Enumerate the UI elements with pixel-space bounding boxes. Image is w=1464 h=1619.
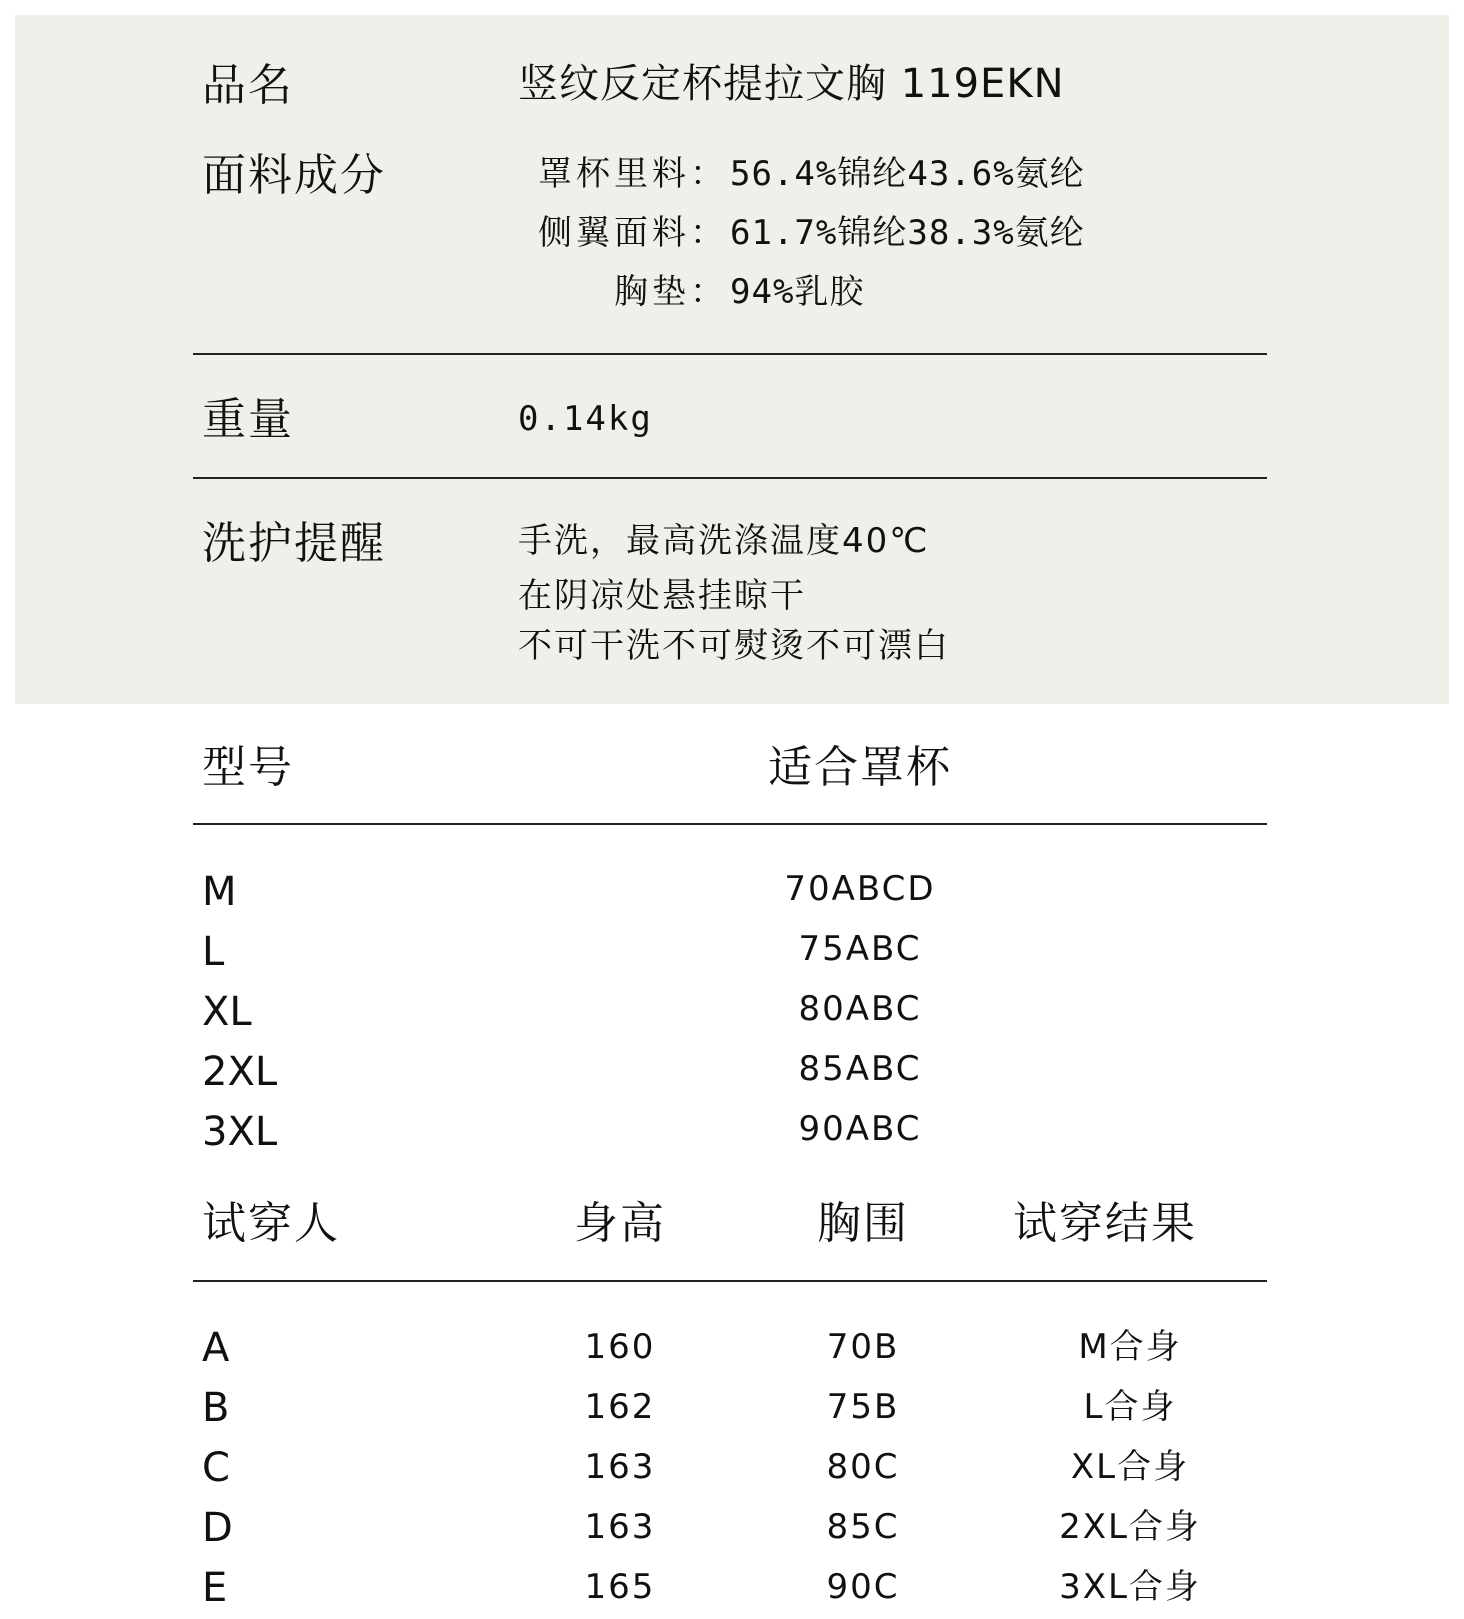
trial-height-cell: 162 [584,1387,656,1427]
cup-cell: 75ABC [798,929,922,969]
fabric-key-side-wing: 侧翼面料： [538,213,728,253]
trial-result-cell: XL合身 [1070,1447,1190,1487]
size-cell: M [202,869,237,915]
cup-cell: 90ABC [798,1109,922,1149]
trial-bust-cell: 75B [826,1387,900,1427]
trial-height-cell: 160 [584,1327,656,1367]
product-name-value: 竖纹反定杯提拉文胸 119EKN [518,61,1065,107]
cup-header: 适合罩杯 [768,742,952,793]
care-line: 手洗，最高洗涤温度40℃ [518,521,930,561]
fabric-value-side-wing: 61.7%锦纶38.3%氨纶 [730,213,1085,253]
care-label: 洗护提醒 [202,518,386,569]
cup-cell: 85ABC [798,1049,922,1089]
care-line: 在阴凉处悬挂晾干 [518,576,806,616]
size-cell: 3XL [202,1109,278,1155]
trial-result-cell: 3XL合身 [1059,1567,1201,1607]
divider [193,823,1267,825]
trial-person-header: 试穿人 [202,1198,340,1249]
divider [193,1280,1267,1282]
trial-person-cell: A [202,1325,230,1371]
trial-result-cell: M合身 [1078,1327,1182,1367]
trial-height-cell: 163 [584,1447,656,1487]
size-cell: XL [202,989,252,1035]
trial-result-cell: 2XL合身 [1059,1507,1201,1547]
trial-person-cell: E [202,1565,228,1611]
trial-bust-cell: 85C [826,1507,900,1547]
trial-height-cell: 163 [584,1507,656,1547]
divider [193,353,1267,355]
fabric-value-pad: 94%乳胶 [730,272,865,312]
trial-bust-cell: 80C [826,1447,900,1487]
product-name-label: 品名 [202,60,294,111]
trial-person-cell: C [202,1445,230,1491]
weight-label: 重量 [202,394,294,445]
care-line: 不可干洗不可熨烫不可漂白 [518,626,950,666]
trial-bust-header: 胸围 [817,1198,909,1249]
fabric-key-cup-lining: 罩杯里料： [538,154,728,194]
cup-cell: 70ABCD [784,869,936,909]
size-cell: 2XL [202,1049,278,1095]
fabric-key-pad: 胸垫： [614,272,728,312]
size-header: 型号 [202,742,294,793]
trial-person-cell: D [202,1505,233,1551]
weight-value: 0.14kg [518,399,653,439]
trial-height-cell: 165 [584,1567,656,1607]
trial-person-cell: B [202,1385,230,1431]
trial-height-header: 身高 [574,1198,666,1249]
size-cell: L [202,929,225,975]
trial-bust-cell: 90C [826,1567,900,1607]
fabric-value-cup-lining: 56.4%锦纶43.6%氨纶 [730,154,1085,194]
fabric-label: 面料成分 [202,150,386,201]
trial-bust-cell: 70B [826,1327,900,1367]
divider [193,477,1267,479]
trial-result-header: 试穿结果 [1013,1198,1197,1249]
trial-result-cell: L合身 [1083,1387,1177,1427]
cup-cell: 80ABC [798,989,922,1029]
